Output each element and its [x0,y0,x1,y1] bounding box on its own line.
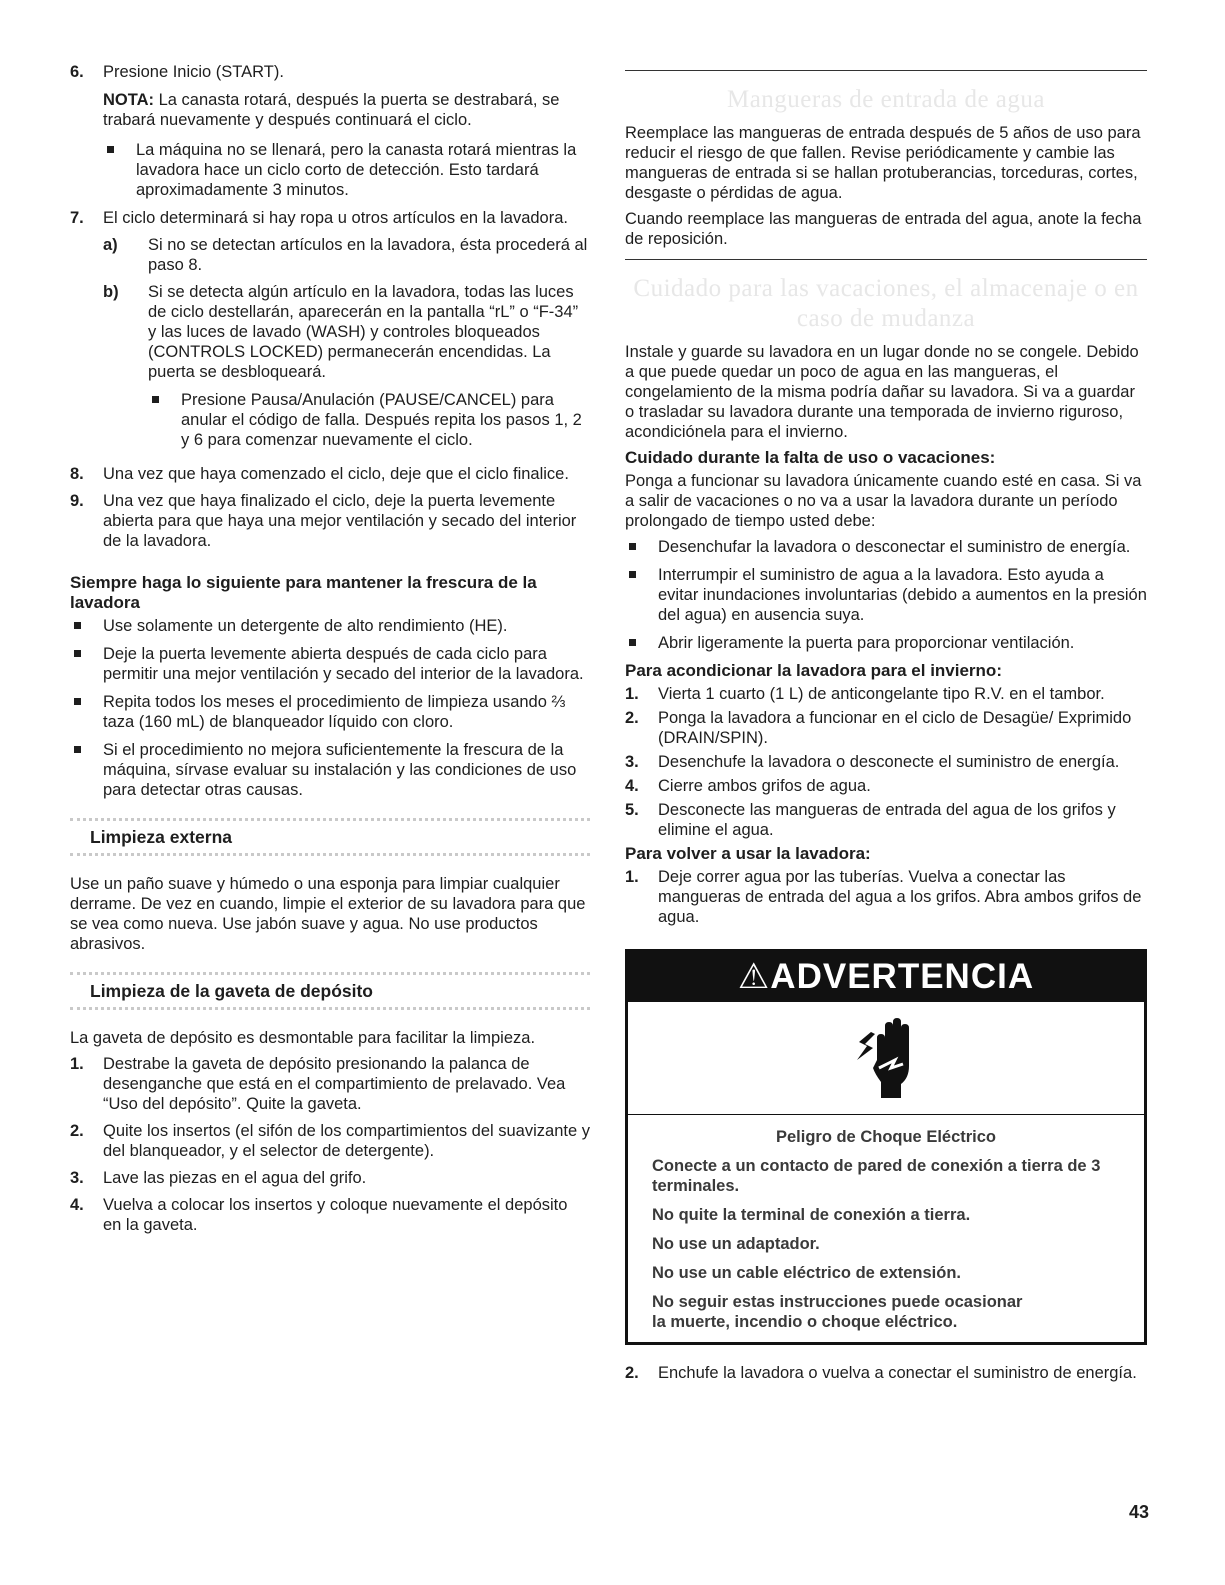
warning-title: ADVERTENCIA [770,957,1035,996]
step-number: 2. [70,1122,84,1140]
drawer-intro: La gaveta de depósito es desmontable para facilitar la limpieza. [70,1029,536,1047]
warning-final-line: la muerte, incendio o choque eléctrico. [652,1313,958,1331]
divider [625,259,1147,260]
step-text: Cierre ambos grifos de agua. [658,777,871,795]
sub-text: Si se detecta algún artículo en la lavadora, todas las luces de ciclo destellarán, aparecerán en la pantalla “rL” o “F-34” y las luces de lavado (WASH) y controles bloqueados (CONTROLS LOCKED) permanecerán encendidas. La puerta se desbloqueará. [148,283,579,381]
hazard-title: Peligro de Choque Eléctrico [775,1128,997,1146]
step-number: 5. [625,801,639,819]
step-text: Vierta 1 cuarto (1 L) de anticongelante tipo R.V. en el tambor. [658,685,1105,703]
warning-final-line: No seguir estas instrucciones puede ocasionar [652,1293,1023,1311]
warning-box [625,949,1147,1345]
warning-line: No use un adaptador. [652,1235,820,1253]
winter-step [625,800,1147,840]
warning-triangle-icon: ⚠ [737,957,771,996]
step-number: 9. [70,492,84,510]
sub-label: a) [103,236,118,254]
note-text: La canasta rotará, después la puerta se destrabará, se trabará nuevamente y después continuará el ciclo. [103,91,560,129]
step-text: El ciclo determinará si hay ropa u otros artículos en la lavadora. [103,209,568,227]
left-column [70,62,590,1242]
step-number: 3. [70,1169,84,1187]
step-7b [70,282,590,450]
step-text: Presione Inicio (START). [103,63,284,81]
bullet-text: Interrumpir el suministro de agua a la lavadora. Esto ayuda a evitar inundaciones involuntarias (debido a aumentos en la presión del agua) en ausencia suya. [658,566,1147,624]
step-text: Destrabe la gaveta de depósito presionando la palanca de desenganche que está en el compartimiento de prelavado. Vea “Uso del depósito”. Quite la gaveta. [103,1055,566,1113]
winter-step [625,708,1147,748]
step-number: 6. [70,63,84,81]
hoses-text: Reemplace las mangueras de entrada después de 5 años de uso para reducir el riesgo de que fallen. Revise periódicamente y cambie las mangueras de entrada si se hallan protuberancias, torceduras, cortes, desgaste o pérdidas de agua. [625,124,1141,202]
step-7a [70,235,590,275]
hoses-text-2: Cuando reemplace las mangueras de entrada del agua, anote la fecha de reposición. [625,210,1142,248]
step-7 [70,208,590,228]
winter-heading: Para acondicionar la lavadora para el invierno: [625,661,1002,680]
bullet-text: Abrir ligeramente la puerta para proporcionar ventilación. [658,634,1075,652]
bullet-text: Desenchufar la lavadora o desconectar el suministro de energía. [658,538,1131,556]
step-text: Desenchufe la lavadora o desconecte el suministro de energía. [658,753,1120,771]
step-text: Una vez que haya comenzado el ciclo, deje que el ciclo finalice. [103,465,569,483]
sub-text: Si no se detectan artículos en la lavadora, ésta procederá al paso 8. [148,236,588,274]
step-6 [70,62,590,200]
step-number: 2. [625,1364,639,1382]
list-item [103,140,590,200]
list-item [625,565,1147,625]
step-8 [70,464,590,484]
care-text: Instale y guarde su lavadora en un lugar donde no se congele. Debido a que puede quedar un poco de agua en las mangueras, el congelamiento de la misma podría dañar su lavadora. Si va a guardar o trasladar su lavadora durante una temporada de invierno riguroso, acondiciónela para el invierno. [625,343,1139,441]
winter-step [625,684,1147,704]
drawer-step [70,1195,590,1235]
warning-final [652,1292,1120,1332]
external-text: Use un paño suave y húmedo o una esponja para limpiar cualquier derrame. De vez en cuando, limpie el exterior de su lavadora para que se vea como nueva. Use jabón suave y agua. No use productos abrasivos. [70,875,586,953]
bullet-text: Si el procedimiento no mejora suficientemente la frescura de la máquina, sírvase evaluar su instalación y las condiciones de uso para detectar otras causas. [103,741,577,799]
list-item [625,633,1147,653]
reuse-heading: Para volver a usar la lavadora: [625,844,871,863]
winter-step [625,752,1147,772]
section-heading-external: Limpieza externa [70,818,590,856]
note-label: NOTA: [103,91,155,109]
list-item [148,390,590,450]
warning-line: No quite la terminal de conexión a tierra. [652,1206,971,1224]
winter-step [625,776,1147,796]
fresh-heading: Siempre haga lo siguiente para mantener la frescura de la lavadora [70,573,537,612]
step-text: Quite los insertos (el sifón de los compartimientos del suavizante y del blanqueador, y el selector de detergente). [103,1122,590,1160]
reuse-step [625,1363,1147,1383]
divider [625,70,1147,71]
step-number: 7. [70,209,84,227]
step-number: 1. [625,868,639,886]
reuse-step [625,867,1147,927]
step-text: Desconecte las mangueras de entrada del agua de los grifos y elimine el agua. [658,801,1116,839]
step-number: 4. [625,777,639,795]
right-column [625,70,1147,1390]
sub-label: b) [103,283,119,301]
step-text: Enchufe la lavadora o vuelva a conectar el suministro de energía. [658,1364,1137,1382]
step-text: Vuelva a colocar los insertos y coloque nuevamente el depósito en la gaveta. [103,1196,568,1234]
step-number: 2. [625,709,639,727]
step-number: 1. [625,685,639,703]
section-heading-care [625,274,1147,334]
drawer-step [70,1121,590,1161]
warning-text [628,1115,1144,1342]
section-heading-drawer: Limpieza de la gaveta de depósito [70,972,590,1010]
list-item [70,644,590,684]
bullet-text: Presione Pausa/Anulación (PAUSE/CANCEL) para anular el código de falla. Después repita los pasos 1, 2 y 6 para comenzar nuevamente el ciclo. [181,391,582,449]
step-text: Lave las piezas en el agua del grifo. [103,1169,367,1187]
electrical-shock-hand-icon [853,1012,923,1102]
bullet-text: Deje la puerta levemente abierta después de cada ciclo para permitir una mejor ventilación y secado del interior de la lavadora. [103,645,584,683]
list-item [70,740,590,800]
warning-line: Conecte a un contacto de pared de conexión a tierra de 3 terminales. [652,1157,1101,1195]
heading-line: Cuidado para las vacaciones, el almacenaje o en [633,275,1139,302]
vacation-heading: Cuidado durante la falta de uso o vacaciones: [625,448,996,467]
list-item [70,616,590,636]
bullet-text: Use solamente un detergente de alto rendimiento (HE). [103,617,508,635]
bullet-text: La máquina no se llenará, pero la canasta rotará mientras la lavadora hace un ciclo corto de detección. Esto tardará aproximadamente 3 minutos. [136,141,577,199]
step-number: 1. [70,1055,84,1073]
drawer-step [70,1168,590,1188]
step-text: Ponga la lavadora a funcionar en el ciclo de Desagüe/ Exprimido (DRAIN/SPIN). [658,709,1132,747]
step-text: Una vez que haya finalizado el ciclo, deje la puerta levemente abierta para que haya una mejor ventilación y secado del interior de la lavadora. [103,492,577,550]
heading-line: caso de mudanza [796,305,976,332]
step-text: Deje correr agua por las tuberías. Vuelva a conectar las mangueras de entrada del agua a los grifos. Abra ambos grifos de agua. [658,868,1142,926]
step-number: 4. [70,1196,84,1214]
note [103,90,590,130]
vacation-text: Ponga a funcionar su lavadora únicamente cuando esté en casa. Si va a salir de vacaciones o no va a usar la lavadora durante un período prolongado de tiempo usted debe: [625,472,1142,530]
step-9 [70,491,590,551]
step-number: 3. [625,753,639,771]
warning-line: No use un cable eléctrico de extensión. [652,1264,962,1282]
bullet-text: Repita todos los meses el procedimiento de limpieza usando ⅔ taza (160 mL) de blanqueador líquido con cloro. [103,693,566,731]
drawer-step [70,1054,590,1114]
list-item [70,692,590,732]
page-number: 43 [1128,1502,1149,1522]
step-number: 8. [70,465,84,483]
section-heading-hoses: Mangueras de entrada de agua [726,86,1046,113]
warning-icon-area [628,1002,1144,1115]
warning-banner [628,952,1144,1002]
list-item [625,537,1147,557]
